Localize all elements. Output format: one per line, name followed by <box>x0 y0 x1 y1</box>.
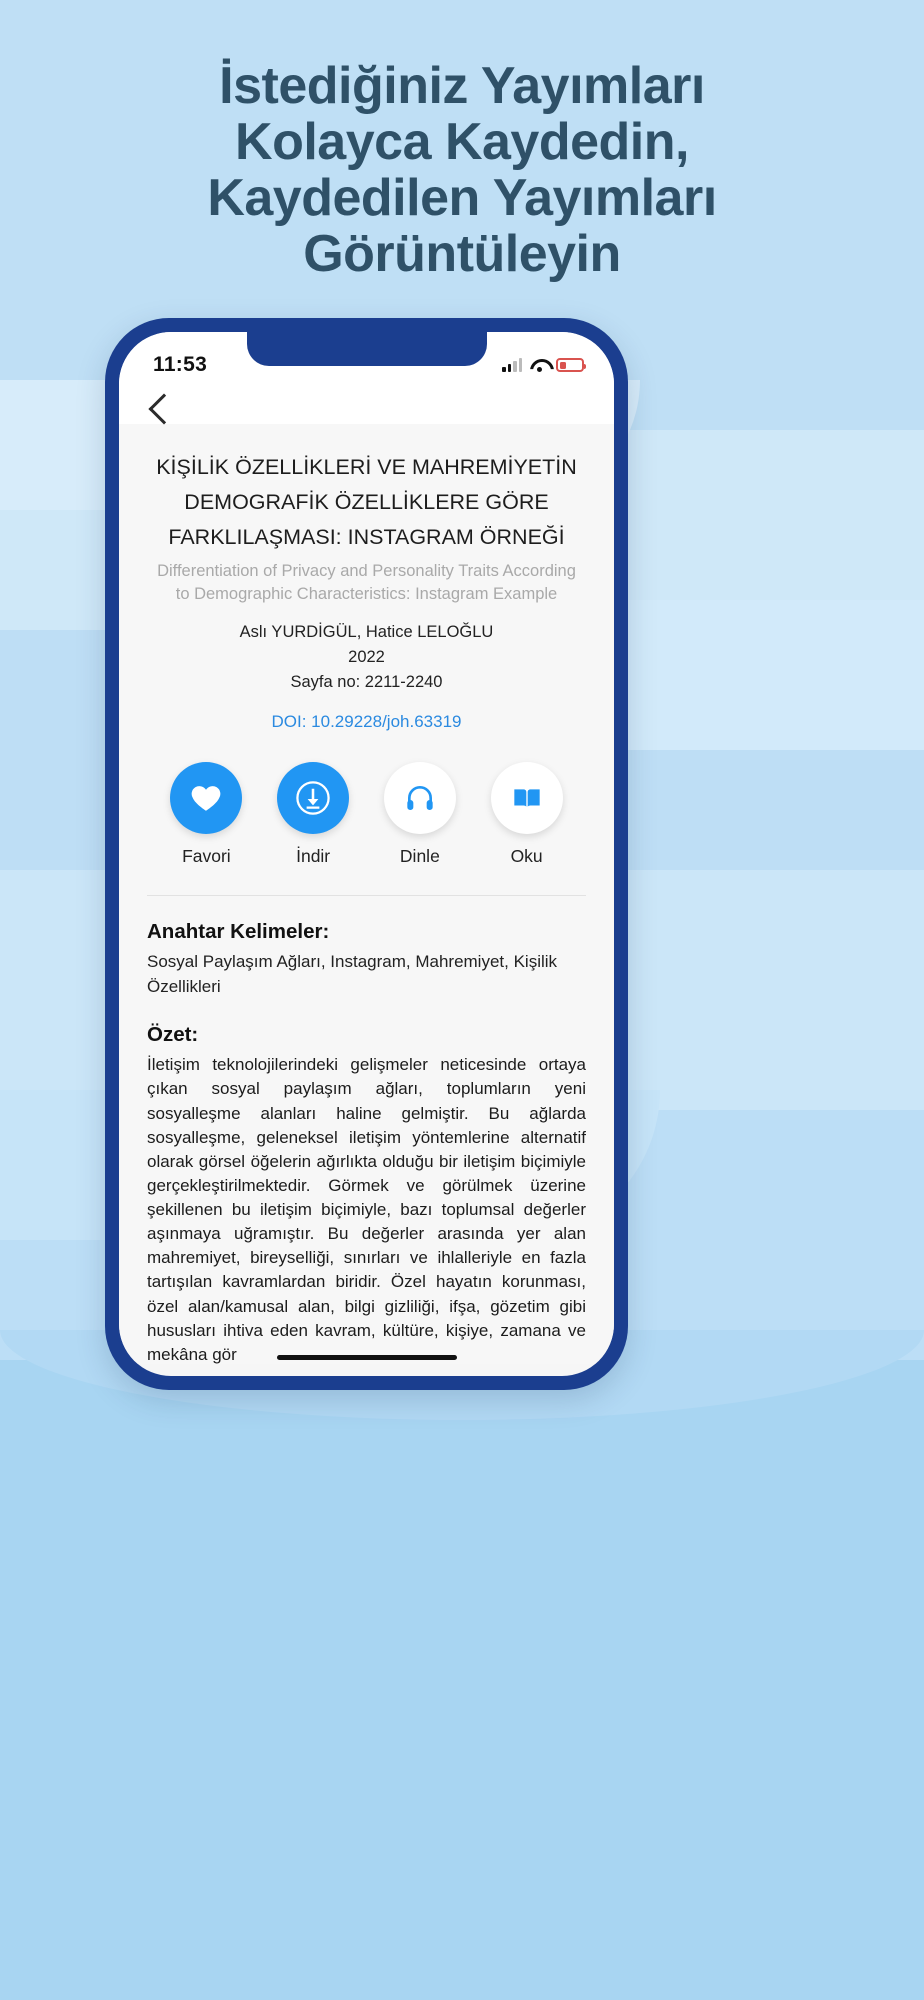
abstract-section <box>147 1023 586 1364</box>
headline-line-4: Görüntüleyin <box>303 225 621 284</box>
listen-button[interactable] <box>368 762 472 867</box>
nav-bar <box>119 388 614 424</box>
read-button-circle[interactable] <box>491 762 563 834</box>
article-actions <box>153 762 580 867</box>
download-button[interactable] <box>261 762 365 867</box>
home-indicator[interactable] <box>277 1355 457 1360</box>
favorite-button-circle[interactable] <box>170 762 242 834</box>
headphones-icon <box>404 782 436 814</box>
phone-screen <box>119 332 614 1376</box>
download-button-label: İndir <box>296 846 331 867</box>
article-subtitle: Differentiation of Privacy and Personality Traits According to Demographic Characteristics: Instagram Example <box>157 562 576 603</box>
article-detail-content[interactable] <box>119 424 614 1364</box>
background-band-5 <box>0 1360 924 2000</box>
cellular-bars-icon <box>502 358 522 372</box>
read-button-label: Oku <box>510 846 543 867</box>
read-button[interactable] <box>475 762 579 867</box>
keywords-text: Sosyal Paylaşım Ağları, Instagram, Mahremiyet, Kişilik Özellikleri <box>147 952 558 996</box>
headline-line-3: Kaydedilen Yayımları <box>207 169 717 228</box>
status-time: 11:53 <box>153 353 208 376</box>
phone-mockup <box>105 318 628 1390</box>
listen-button-circle[interactable] <box>384 762 456 834</box>
download-button-circle[interactable] <box>277 762 349 834</box>
wifi-icon <box>530 358 548 372</box>
abstract-body <box>147 1047 586 1364</box>
headline-line-1: İstediğiniz Yayımları <box>219 57 705 115</box>
abstract-text: İletişim teknolojilerindeki gelişmeler neticesinde ortaya çıkan sosyal paylaşım ağları, toplumların yeni sosyalleşme alanları haline gelmiştir. Bu ağlarda sosyalleşme, geleneksel iletişim yöntemlerine alternatif olarak görsel öğelerin ağırlıkta olduğu bir iletişim biçimiyle gerçekleştirilmektedir. Görmek ve görülmek üzerine şekillenen bu iletişim biçimiyle, bazı toplumsal değerler aşınmaya uğramıştır. Bu değerler arasında yer alan mahremiyet, bireyselliği, sınırları ve ihlalleriyle en fazla tartışılan kavramlardan biridir. Özel hayatın korunması, özel alan/kamusal alan, bilgi gizliliği, ifşa, gözetim gibi hususları ihtiva eden kavram, kültüre, kişiye, zamana ve mekâna gör <box>147 1055 586 1364</box>
article-authors: Aslı YURDİGÜL, Hatice LELOĞLU <box>239 623 494 642</box>
article-title: KİŞİLİK ÖZELLİKLERİ VE MAHREMİYETİN DEMOGRAFİK ÖZELLİKLERE GÖRE FARKLILAŞMASI: INSTAGRAM ÖRNEĞİ <box>156 455 577 549</box>
favorite-button[interactable] <box>154 762 258 867</box>
article-year: 2022 <box>348 648 385 667</box>
favorite-button-label: Favori <box>182 846 231 867</box>
article-pages: Sayfa no: 2211-2240 <box>290 673 443 692</box>
phone-notch <box>247 332 487 366</box>
status-indicators <box>502 358 584 372</box>
keywords-heading: Anahtar Kelimeler: <box>147 920 330 944</box>
keywords-section <box>147 920 586 999</box>
divider <box>147 895 586 896</box>
article-card <box>147 450 586 1364</box>
promo-headline <box>0 58 924 283</box>
back-chevron-icon[interactable] <box>148 393 179 424</box>
book-icon <box>511 782 543 814</box>
heart-icon <box>189 781 223 815</box>
listen-button-label: Dinle <box>399 846 440 867</box>
battery-low-icon <box>556 358 584 372</box>
article-doi-link[interactable]: DOI: 10.29228/joh.63319 <box>271 712 462 732</box>
download-icon <box>296 781 330 815</box>
abstract-heading: Özet: <box>147 1023 199 1047</box>
headline-line-2: Kolayca Kaydedin, <box>235 113 689 172</box>
